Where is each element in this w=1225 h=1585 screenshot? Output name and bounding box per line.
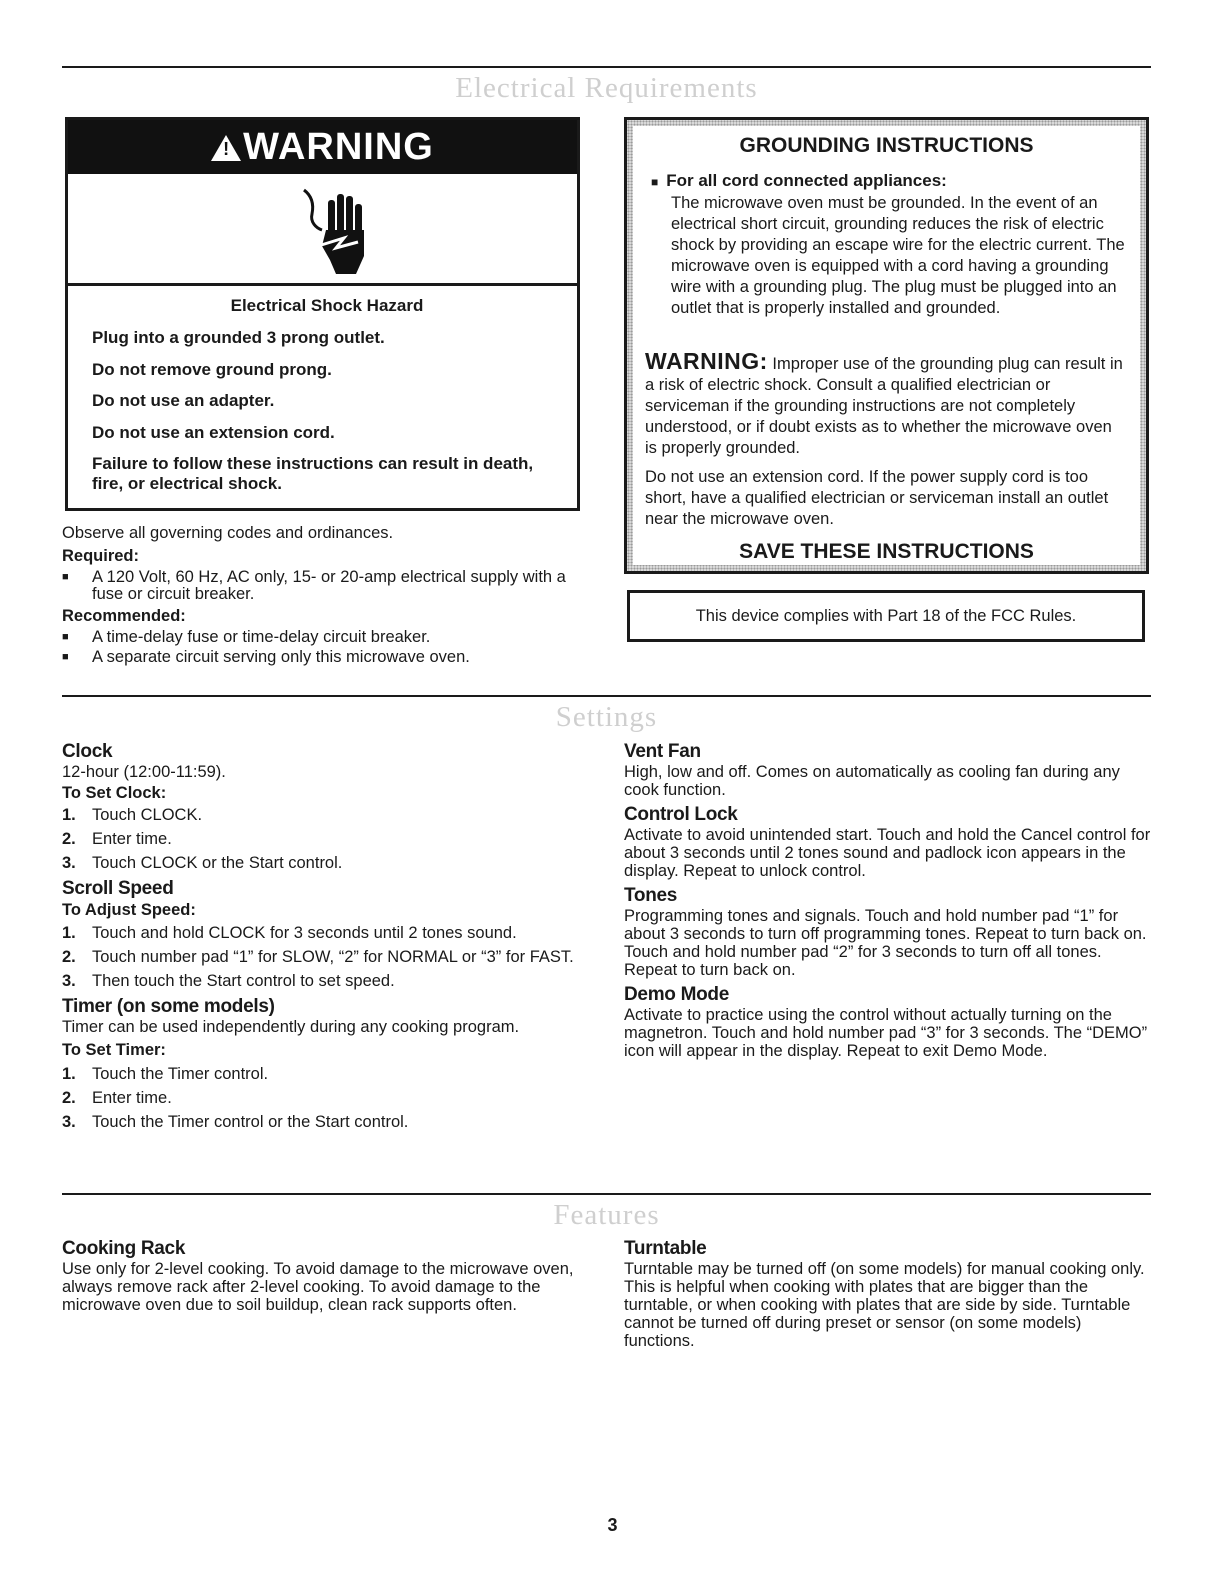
lock-desc: Activate to avoid unintended start. Touch and hold the Cancel control for about 3 seconds until 2 tones sound and padlock icon appears in the display. Repeat to unlock control. — [624, 826, 1151, 880]
clock-heading: Clock — [62, 741, 113, 762]
list-item: 3. Touch the Timer control or the Start control. — [62, 1113, 409, 1131]
grounding-box — [624, 117, 1149, 574]
warning-header-text: WARNING — [243, 126, 434, 168]
warning-triangle-icon: ! — [211, 135, 241, 161]
tones-desc: Programming tones and signals. Touch and hold number pad “1” for about 3 seconds to turn off programming tones. Repeat to turn back on. Touch and hold number pad “2” for 3 seconds to turn off all tones. Repeat to turn back on. — [624, 907, 1147, 979]
scroll-sub: To Adjust Speed: — [62, 901, 196, 919]
square-bullet-icon: ■ — [62, 571, 69, 583]
list-item: 3. Then touch the Start control to set speed. — [62, 972, 395, 990]
turntable-desc: Turntable may be turned off (on some models) for manual cooking only. This is helpful when cooking with plates that are bigger than the turntable, or when cooking with plates that are side by side. Turntable cannot be turned off during preset or sensor (on some models) functions. — [624, 1260, 1145, 1350]
section-title-features: Features — [553, 1199, 660, 1231]
section-rule-electrical — [62, 66, 1151, 68]
grounding-title: GROUNDING INSTRUCTIONS — [739, 134, 1034, 157]
list-item: ■ A time-delay fuse or time-delay circuit breaker. — [62, 628, 431, 646]
clock-sub: To Set Clock: — [62, 784, 167, 802]
features-right-column — [624, 1238, 1154, 1350]
warning-line: Do not use an extension cord. — [92, 422, 335, 442]
rack-desc: Use only for 2-level cooking. To avoid damage to the microwave oven, always remove rack after 2-level cooking. To avoid damage to the microwave oven due to soil buildup, clean rack supports often. — [62, 1260, 574, 1314]
tones-heading: Tones — [624, 885, 678, 906]
section-title-settings: Settings — [555, 701, 658, 733]
section-rule-features — [62, 1193, 1151, 1195]
page-number: 3 — [607, 1515, 618, 1535]
list-item: 1. Touch CLOCK. — [62, 806, 203, 824]
grounding-bullet — [651, 170, 1131, 319]
warning-header — [68, 120, 577, 174]
grounding-warning — [645, 348, 1127, 530]
grounding-extension-text: Do not use an extension cord. If the power supply cord is too short, have a qualified electrician or serviceman install an outlet near the microwave oven. — [645, 468, 1109, 528]
settings-left-column — [62, 741, 587, 1131]
observe-text: Observe all governing codes and ordinances. — [62, 524, 394, 542]
scroll-heading: Scroll Speed — [62, 878, 174, 899]
list-item: 2. Enter time. — [62, 830, 172, 848]
list-item: 3. Touch CLOCK or the Start control. — [62, 854, 343, 872]
vent-desc: High, low and off. Comes on automatically as cooling fan during any cook function. — [624, 763, 1120, 799]
section-title-electrical: Electrical Requirements — [455, 72, 758, 104]
recommended-label: Recommended: — [62, 607, 186, 625]
section-rule-settings — [62, 695, 1151, 697]
demo-heading: Demo Mode — [624, 984, 729, 1005]
warning-box — [65, 117, 580, 511]
rack-heading: Cooking Rack — [62, 1238, 186, 1259]
settings-right-column — [624, 741, 1154, 1060]
list-item: 1. Touch the Timer control. — [62, 1065, 269, 1083]
grounding-bullet-title: For all cord connected appliances: — [666, 171, 947, 190]
clock-desc: 12-hour (12:00-11:59). — [62, 763, 226, 781]
grounding-warning-text: Improper use of the grounding plug can result in a risk of electric shock. Consult a qualified electrician or serviceman if the grounding instructions are not completely understood, or if doubt exists as to whether the microwave oven is properly grounded. — [645, 355, 1123, 457]
square-bullet-icon: ■ — [62, 651, 69, 663]
shock-pictogram — [68, 174, 577, 286]
square-bullet-icon: ■ — [62, 631, 69, 643]
warning-line: Plug into a grounded 3 prong outlet. — [92, 328, 385, 347]
features-left-column — [62, 1238, 587, 1314]
list-item: 2. Enter time. — [62, 1089, 172, 1107]
vent-heading: Vent Fan — [624, 741, 701, 762]
timer-heading: Timer (on some models) — [62, 996, 275, 1017]
electrical-notes — [62, 524, 582, 666]
timer-desc: Timer can be used independently during any cooking program. — [62, 1018, 520, 1036]
warning-line: Do not remove ground prong. — [92, 359, 332, 379]
hazard-title: Electrical Shock Hazard — [230, 296, 424, 315]
fcc-text: This device complies with Part 18 of the FCC Rules. — [695, 607, 1077, 625]
lock-heading: Control Lock — [624, 804, 738, 825]
electric-shock-hand-icon — [300, 180, 380, 280]
save-instructions: SAVE THESE INSTRUCTIONS — [739, 540, 1034, 563]
square-bullet-icon: ■ — [651, 175, 659, 189]
timer-sub: To Set Timer: — [62, 1041, 166, 1059]
turntable-heading: Turntable — [624, 1238, 707, 1259]
grounding-warning-word: WARNING: — [645, 348, 768, 374]
warning-line: Failure to follow these instructions can result in death, fire, or electrical shock. — [92, 454, 534, 493]
warning-line: Do not use an adapter. — [92, 391, 275, 410]
list-item: 1. Touch and hold CLOCK for 3 seconds until 2 tones sound. — [62, 924, 517, 942]
fcc-box — [627, 590, 1145, 642]
demo-desc: Activate to practice using the control without actually turning on the magnetron. Touch and hold number pad “3” for 3 seconds. The “DEMO” icon will appear in the display. Repeat to exit Demo Mode. — [624, 1006, 1148, 1060]
grounding-bullet-text: The microwave oven must be grounded. In the event of an electrical short circuit, grounding reduces the risk of electric shock by providing an escape wire for the electric current. The microwave oven is equipped with a cord having a grounding wire with a grounding plug. The plug must be plugged into an outlet that is properly installed and grounded. — [671, 194, 1125, 317]
list-item: ■ A 120 Volt, 60 Hz, AC only, 15- or 20-amp electrical supply with a fuse or circuit breaker. — [62, 568, 566, 603]
required-label: Required: — [62, 547, 140, 565]
list-item: ■ A separate circuit serving only this microwave oven. — [62, 648, 470, 666]
list-item: 2. Touch number pad “1” for SLOW, “2” for NORMAL or “3” for FAST. — [62, 948, 574, 966]
